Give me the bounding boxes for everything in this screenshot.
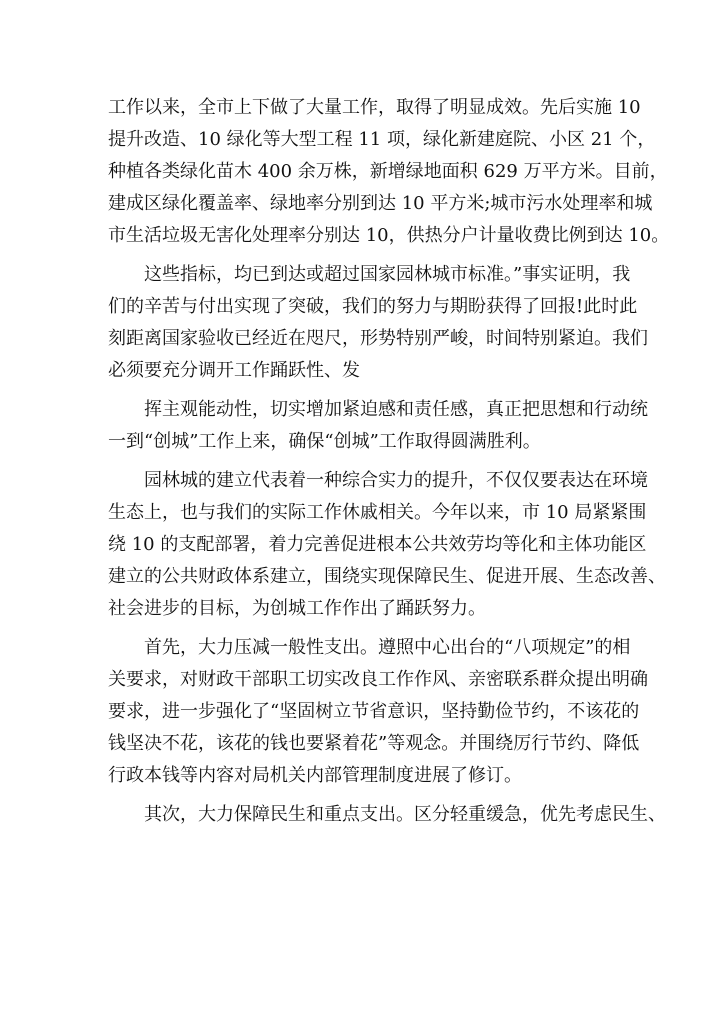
text-line: 钱坚决不花，该花的钱也要紧着花”等观念。并围绕厉行节约、降低: [108, 733, 640, 754]
document-body: [108, 92, 670, 838]
text-line: 必须要充分调开工作踊跃性、发: [108, 360, 360, 381]
text-line: 社会进步的目标，为创城工作作出了踊跃努力。: [108, 598, 486, 619]
paragraph-4: [108, 465, 666, 625]
text-line: 建成区绿化覆盖率、绿地率分别到达 10 平方米;城市污水处理率和城: [108, 193, 653, 214]
text-line: 关要求，对财政干部职工切实改良工作作风、亲密联系群众提出明确: [108, 669, 648, 690]
text-line: 生态上，也与我们的实际工作休戚相关。今年以来，市 10 局紧紧围: [108, 502, 647, 523]
text-line: 建立的公共财政体系建立，围绕实现保障民生、促进开展、生态改善、: [108, 566, 666, 587]
paragraph-6: [108, 799, 666, 831]
text-line: 提升改造、10 绿化等大型工程 11 项，绿化新建庭院、小区 21 个，: [108, 129, 656, 150]
text-line: 园林城的建立代表着一种综合实力的提升，不仅仅要表达在环境: [144, 470, 648, 491]
text-line: 一到“创城”工作上来，确保“创城”工作取得圆满胜利。: [108, 431, 541, 452]
text-line: 挥主观能动性，切实增加紧迫感和责任感，真正把思想和行动统: [144, 399, 648, 420]
text-line: 绕 10 的支配部署，着力完善促进根本公共效劳均等化和主体功能区: [108, 534, 647, 555]
text-line: 首先，大力压减一般性支出。遵照中心出台的“八项规定”的相: [144, 637, 631, 658]
text-line: 其次，大力保障民生和重点支出。区分轻重缓急，优先考虑民生、: [144, 804, 666, 825]
paragraph-1: [108, 92, 670, 252]
text-line: 们的辛苦与付出实现了突破，我们的努力与期盼获得了回报!此时此: [108, 296, 638, 317]
paragraph-5: [108, 632, 648, 792]
text-line: 行政本钱等内容对局机关内部管理制度进展了修订。: [108, 765, 522, 786]
text-line: 刻距离国家验收已经近在咫尺，形势特别严峻，时间特别紧迫。我们: [108, 328, 648, 349]
text-line: 要求，进一步强化了“坚固树立节省意识，坚持勤俭节约，不该花的: [108, 701, 640, 722]
paragraph-2: [108, 259, 648, 387]
text-line: 工作以来，全市上下做了大量工作，取得了明显成效。先后实施 10: [108, 97, 641, 118]
text-line: 这些指标，均已到达或超过国家园林城市标准。”事实证明，我: [144, 264, 631, 285]
paragraph-3: [108, 394, 648, 458]
text-line: 市生活垃圾无害化处理率分别达 10，供热分户计量收费比例到达 10。: [108, 225, 670, 246]
text-line: 种植各类绿化苗木 400 余万株，新增绿地面积 629 万平方米。目前，: [108, 161, 668, 182]
